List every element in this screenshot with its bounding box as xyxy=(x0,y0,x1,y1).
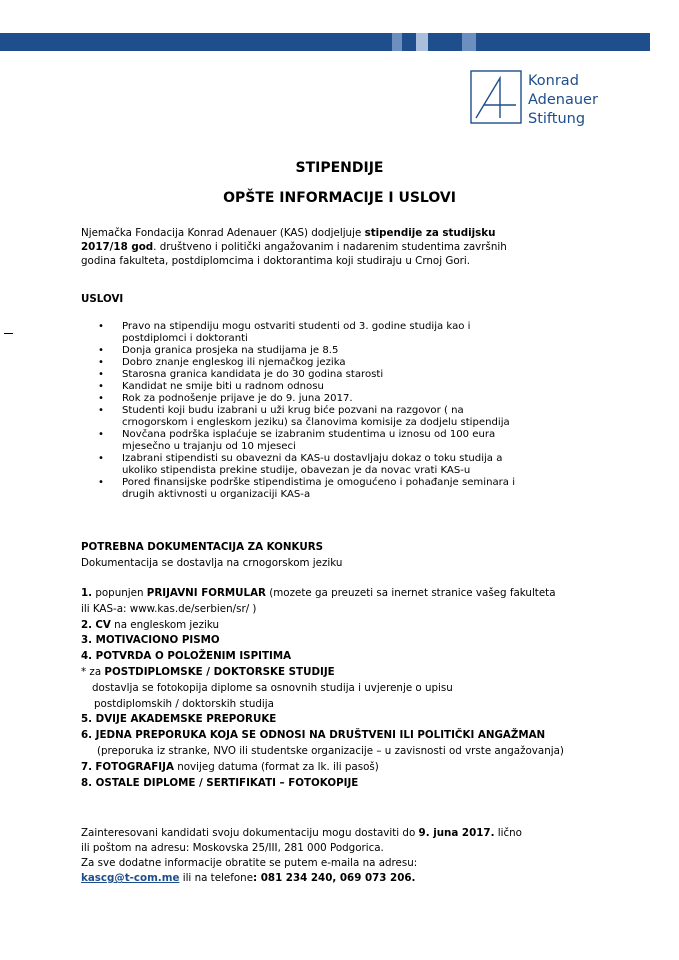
intro-bold-1: stipendije za studijsku xyxy=(364,227,496,239)
bullet: • xyxy=(98,477,104,488)
postgrad-note-line-3: postdiplomskih / doktorskih studija xyxy=(94,697,274,710)
list-item-text: Studenti koji budu izabrani u uži krug biće pozvani na razgovor ( na crnogorskom i engleskom jeziku) sa članovima komisije za dodjelu stipendija xyxy=(122,405,510,428)
list-item xyxy=(98,405,598,429)
bar-segment xyxy=(0,33,378,51)
document-item-8: 8. OSTALE DIPLOME / SERTIFIKATI – FOTOKOPIJE xyxy=(81,776,359,789)
phone-numbers: : 081 234 240, 069 073 206. xyxy=(253,872,416,884)
margin-dash xyxy=(4,333,13,334)
item-text: popunjen xyxy=(92,587,147,599)
list-item xyxy=(98,369,598,381)
document-item-2 xyxy=(81,618,564,634)
list-item-text: Rok za podnošenje prijave je do 9. juna 2017. xyxy=(122,393,353,404)
bullet: • xyxy=(98,381,104,392)
list-item xyxy=(98,453,598,477)
bullet: • xyxy=(98,405,104,416)
list-item-text: Pravo na stipendiju mogu ostvariti studenti od 3. godine studija kao i postdiplomci i doktoranti xyxy=(122,321,471,344)
document-item-5: 5. DVIJE AKADEMSKE PREPORUKE xyxy=(81,713,277,726)
uslovi-list xyxy=(98,321,598,501)
list-item-text: Starosna granica kandidata je do 30 godina starosti xyxy=(122,369,384,380)
bar-segment xyxy=(446,33,462,51)
list-item-text: Donja granica prosjeka na studijama je 8.5 xyxy=(122,345,339,356)
document-item-7 xyxy=(81,760,564,776)
closing-info: Za sve dodatne informacije obratite se putem e-maila na adresu: xyxy=(81,857,418,869)
item-number: 7. xyxy=(81,760,93,773)
closing-paragraph xyxy=(81,826,522,886)
item-text: (mozete ga preuzeti sa inernet stranice vašeg fakulteta xyxy=(265,587,556,599)
dokumentacija-heading: POTREBNA DOKUMENTACIJA ZA KONKURS xyxy=(81,541,324,553)
bar-segment xyxy=(498,33,650,51)
uslovi-heading: USLOVI xyxy=(81,293,124,305)
list-item-text: Pored finansijske podrške stipendistima je omogućeno i pohađanje seminara i drugih aktivnosti u organizaciji KAS-a xyxy=(122,477,515,500)
item-bold: FOTOGRAFIJA xyxy=(95,760,174,773)
intro-text-3: godina fakulteta, postdiplomcima i doktorantima koji studiraju u Crnoj Gori. xyxy=(81,255,470,267)
document-item-6: 6. JEDNA PREPORUKA KOJA SE ODNOSI NA DRUŠTVENI ILI POLITIČKI ANGAŽMAN xyxy=(81,729,546,742)
bar-segment xyxy=(402,33,416,51)
list-item xyxy=(98,477,598,501)
document-item-4: 4. POTVRDA O POLOŽENIM ISPITIMA xyxy=(81,650,292,663)
item-text: novijeg datuma (format za lk. ili pasoš) xyxy=(173,760,379,773)
logo-wordmark xyxy=(528,72,598,129)
bullet: • xyxy=(98,369,104,380)
postgrad-note xyxy=(81,665,564,681)
bullet: • xyxy=(98,357,104,368)
bullet: • xyxy=(98,453,104,464)
dokumentacija-subheading: Dokumentacija se dostavlja na crnogorskom jeziku xyxy=(81,557,343,569)
list-item xyxy=(98,393,598,405)
item-bold: CV xyxy=(95,618,111,631)
list-item-text: Kandidat ne smije biti u radnom odnosu xyxy=(122,381,324,392)
documents-list xyxy=(81,586,564,791)
list-item xyxy=(98,381,598,393)
intro-text-2: . društveno i politički angažovanim i nadarenim studentima završnih xyxy=(153,241,507,253)
list-item xyxy=(98,357,598,369)
bar-segment xyxy=(428,33,446,51)
page-subtitle: OPŠTE INFORMACIJE I USLOVI xyxy=(223,190,456,206)
deadline-date: 9. juna 2017. xyxy=(418,827,495,839)
logo-line-2: Adenauer xyxy=(528,92,598,108)
item-text: * za xyxy=(81,665,105,678)
bullet: • xyxy=(98,321,104,332)
document-item-1 xyxy=(81,586,564,602)
email-link[interactable]: kascg@t-com.me xyxy=(81,872,180,884)
kas-logo-icon xyxy=(470,70,524,126)
bar-segment xyxy=(462,33,476,51)
bar-segment xyxy=(416,33,428,51)
intro-text-1: Njemačka Fondacija Konrad Adenauer (KAS) dodjeljuje xyxy=(81,227,365,239)
kas-logo xyxy=(470,70,630,128)
document-item-6-note: (preporuka iz stranke, NVO ili studentske organizacije – u zavisnosti od vrste angažovanja) xyxy=(97,744,564,757)
closing-text: ili na telefone xyxy=(179,872,254,884)
list-item-text: Novčana podrška isplaćuje se izabranim studentima u iznosu od 100 eura mjesečno u trajanju od 10 mjeseci xyxy=(122,429,496,452)
document-item-1-cont: ili KAS-a: www.kas.de/serbien/sr/ ) xyxy=(81,602,257,615)
item-bold: PRIJAVNI FORMULAR xyxy=(146,587,266,599)
item-number: 2. xyxy=(81,618,93,631)
postgrad-note-line-2: dostavlja se fotokopija diplome sa osnovnih studija i uvjerenje o upisu xyxy=(92,681,453,694)
closing-text: lično xyxy=(494,827,522,839)
bar-segment xyxy=(476,33,498,51)
list-item xyxy=(98,429,598,453)
closing-text: Zainteresovani kandidati svoju dokumentaciju mogu dostaviti do xyxy=(81,827,419,839)
list-item xyxy=(98,345,598,357)
header-color-bar xyxy=(0,33,650,51)
list-item-text: Izabrani stipendisti su obavezni da KAS-u dostavljaju dokaz o toku studija a ukoliko stipendista prekine studije, obavezan je da novac vrati KAS-u xyxy=(122,453,503,476)
logo-line-1: Konrad xyxy=(528,73,579,89)
logo-line-3: Stiftung xyxy=(528,111,586,127)
page-title: STIPENDIJE xyxy=(295,160,384,176)
intro-bold-2: 2017/18 god xyxy=(81,241,154,253)
document-item-3: 3. MOTIVACIONO PISMO xyxy=(81,634,220,647)
bullet: • xyxy=(98,429,104,440)
item-bold: POSTDIPLOMSKE / DOKTORSKE STUDIJE xyxy=(104,665,335,678)
intro-paragraph xyxy=(81,226,507,268)
list-item-text: Dobro znanje engleskog ili njemačkog jezika xyxy=(122,357,346,368)
list-item xyxy=(98,321,598,345)
item-number: 1. xyxy=(81,587,93,599)
bar-segment xyxy=(378,33,392,51)
bullet: • xyxy=(98,345,104,356)
item-text: na engleskom jeziku xyxy=(110,618,220,631)
bar-segment xyxy=(392,33,402,51)
bullet: • xyxy=(98,393,104,404)
closing-address: ili poštom na adresu: Moskovska 25/III, 281 000 Podgorica. xyxy=(81,842,384,854)
